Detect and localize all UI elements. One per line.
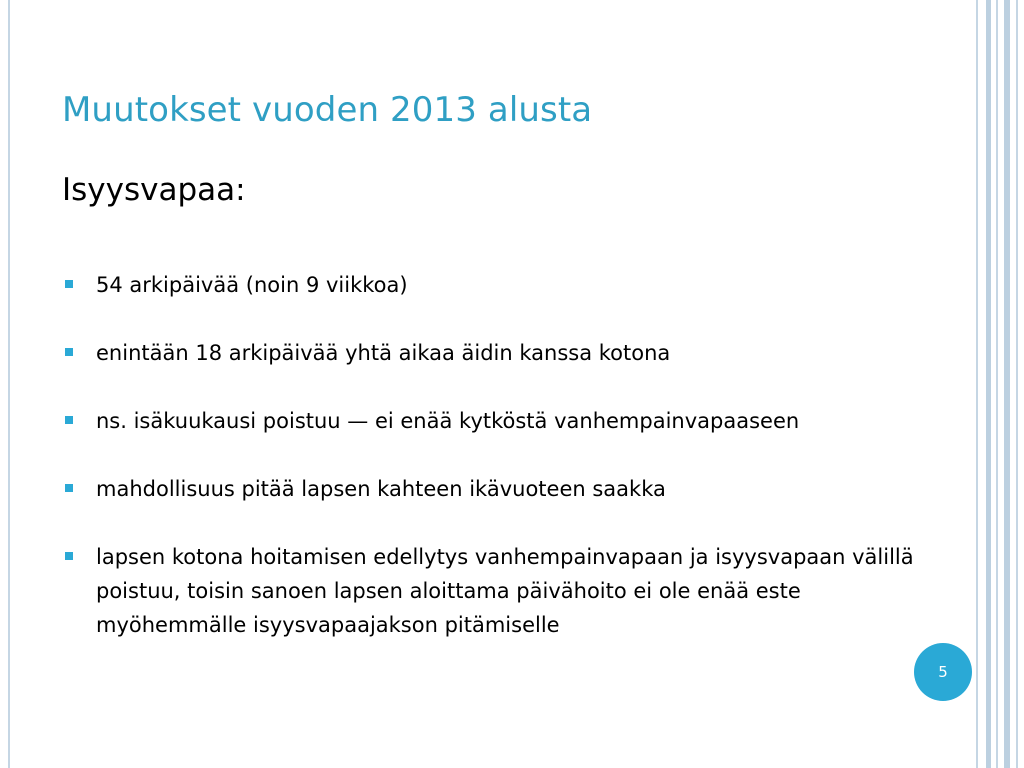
bullet-item [62,268,942,302]
frame-line-left [8,0,10,768]
square-bullet-icon [65,416,73,424]
frame-line-right [996,0,998,768]
frame-line-right [1004,0,1010,768]
bullet-item [62,336,942,370]
bullet-item [62,404,942,438]
square-bullet-icon [65,484,73,492]
bullet-text: lapsen kotona hoitamisen edellytys vanhempainvapaan ja isyysvapaan välillä poistuu, toisin sanoen lapsen aloittama päivähoito ei ole enää este myöhemmälle isyysvapaajakson pitämiselle [96,545,914,637]
bullet-text: ns. isäkuukausi poistuu — ei enää kytköstä vanhempainvapaaseen [96,409,800,433]
square-bullet-icon [65,280,73,288]
bullet-item [62,472,942,506]
slide-title: Muutokset vuoden 2013 alusta [62,90,593,130]
slide-subtitle: Isyysvapaa: [62,172,246,208]
frame-line-right [1016,0,1018,768]
bullet-text: mahdollisuus pitää lapsen kahteen ikävuoteen saakka [96,477,666,501]
bullet-list [62,268,942,676]
square-bullet-icon [65,348,73,356]
page-number-badge [914,643,972,701]
bullet-text: 54 arkipäivää (noin 9 viikkoa) [96,273,408,297]
page-number: 5 [938,663,948,681]
bullet-text: enintään 18 arkipäivää yhtä aikaa äidin kanssa kotona [96,341,671,365]
square-bullet-icon [65,552,73,560]
frame-line-right [976,0,978,768]
bullet-item [62,540,942,642]
frame-line-right [986,0,991,768]
